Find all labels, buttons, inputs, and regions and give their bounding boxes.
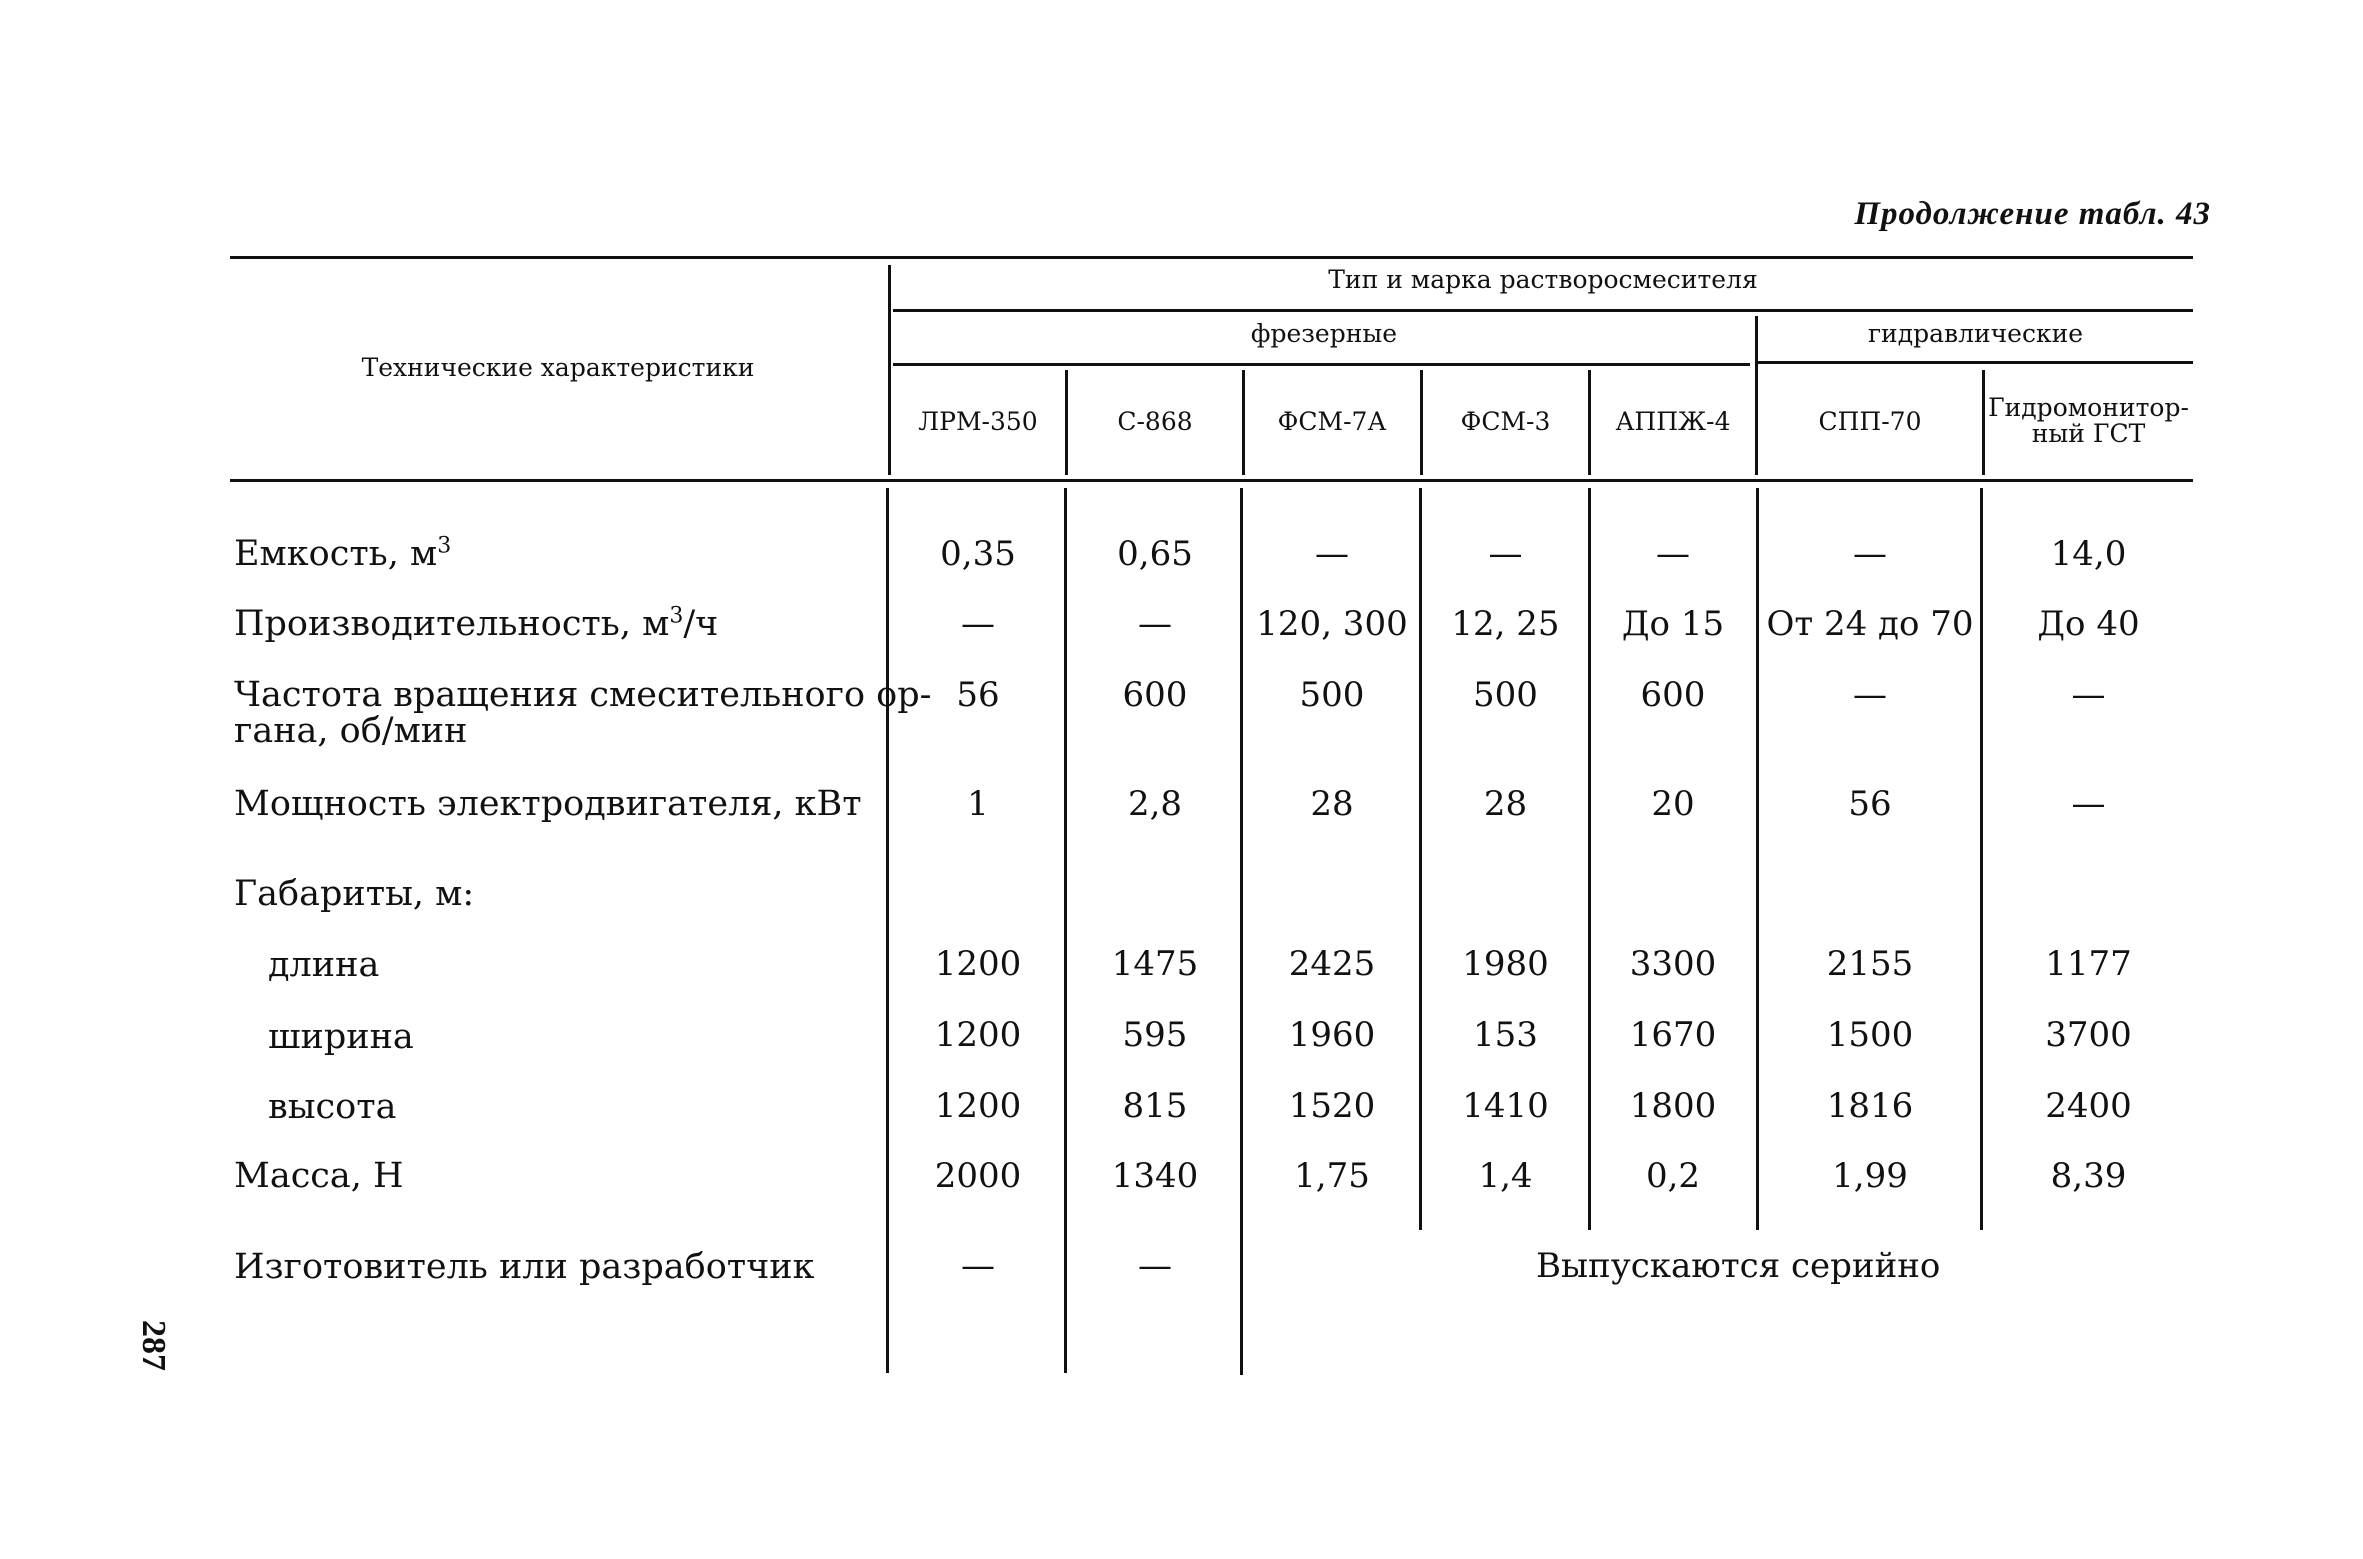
row-label-rotation-line2: гана, об/мин — [234, 711, 468, 751]
table-cell: 1500 — [1826, 1015, 1914, 1055]
table-cell: 1340 — [1111, 1156, 1199, 1196]
row-label-length: длина — [268, 945, 380, 985]
row-label-height: высота — [268, 1087, 397, 1127]
table-cell: 56 — [1848, 784, 1892, 824]
table-cell: 1 — [967, 784, 989, 824]
model-header: ФСМ-3 — [1460, 407, 1551, 436]
table-cell: 3300 — [1629, 944, 1717, 984]
row-label-dimensions: Габариты, м: — [234, 874, 475, 914]
table-cell: 8,39 — [2050, 1156, 2127, 1196]
table-cell: 20 — [1651, 784, 1695, 824]
table-cell: 2,8 — [1127, 784, 1183, 824]
model-header: ФСМ-7А — [1277, 407, 1387, 436]
table-cell: 815 — [1122, 1086, 1188, 1126]
table-cell: 1816 — [1826, 1086, 1914, 1126]
table-cell: — — [1656, 534, 1690, 574]
group-title: Тип и марка растворосмесителя — [1328, 265, 1758, 294]
model-header: СПП-70 — [1818, 407, 1922, 436]
table-cell: — — [1488, 534, 1523, 574]
model-header: С-868 — [1117, 407, 1193, 436]
header-bottom-rule — [230, 479, 2193, 482]
row-label-manufacturer: Изготовитель или разработчик — [234, 1247, 815, 1287]
table-cell: 1410 — [1462, 1086, 1549, 1126]
table-cell: 595 — [1122, 1015, 1188, 1055]
table-cell: 1,99 — [1832, 1156, 1908, 1196]
table-cell: 14,0 — [2050, 534, 2127, 574]
table-cell: 12, 25 — [1451, 604, 1560, 644]
table-cell: 1177 — [2045, 944, 2132, 984]
characteristics-header: Технические характеристики — [361, 353, 755, 382]
table-cell: — — [1315, 534, 1349, 574]
table-cell: — — [1853, 534, 1887, 574]
table-cell: — — [1138, 1246, 1172, 1286]
table-cell: До 40 — [2037, 604, 2140, 644]
table-cell: — — [2071, 784, 2106, 824]
table-cell: 1200 — [934, 1086, 1022, 1126]
table-cell: 28 — [1483, 784, 1528, 824]
table-cell: 0,65 — [1117, 534, 1193, 574]
superscript: 3 — [669, 603, 684, 629]
table-cell: 500 — [1473, 675, 1538, 715]
header-divider-main — [888, 265, 891, 475]
table-cell: 2425 — [1288, 944, 1376, 984]
row-label-rotation-line1: Частота вращения смесительного ор- — [234, 675, 932, 715]
continuation-label: Продолжение табл. 43 — [1854, 196, 2211, 232]
table-cell: 0,35 — [940, 534, 1016, 574]
table-cell: 1980 — [1462, 944, 1549, 984]
group-title-rule — [893, 309, 2193, 312]
table-cell: 2000 — [934, 1156, 1022, 1196]
body-divider-main — [886, 488, 889, 1373]
model-header-line2: ный ГСТ — [2031, 419, 2146, 448]
subgroup-rule-left — [893, 363, 1750, 366]
table-cell: 600 — [1640, 675, 1706, 715]
table-cell: 1,75 — [1294, 1156, 1370, 1196]
table-cell: 500 — [1299, 675, 1365, 715]
table-cell: 2155 — [1826, 944, 1914, 984]
model-header: ЛРМ-350 — [918, 407, 1038, 436]
model-header: АППЖ-4 — [1615, 407, 1731, 436]
table-cell: 1520 — [1288, 1086, 1376, 1126]
table-cell: 1670 — [1629, 1015, 1717, 1055]
table-cell: — — [1853, 675, 1887, 715]
table-cell: 600 — [1122, 675, 1188, 715]
table-cell: 1800 — [1629, 1086, 1717, 1126]
subgroup-milling: фрезерные — [1250, 319, 1398, 348]
table-cell: 1200 — [934, 944, 1022, 984]
table-cell: 1200 — [934, 1015, 1022, 1055]
table-cell: — — [961, 1246, 995, 1286]
table-cell: 2400 — [2045, 1086, 2132, 1126]
merged-cell-serial-production: Выпускаются серийно — [1536, 1246, 1941, 1286]
row-label-productivity: Производительность, $м^3/ч$ — [234, 603, 719, 644]
model-header-line1: Гидромонитор- — [1988, 393, 2189, 422]
table-cell: 56 — [956, 675, 1000, 715]
top-rule — [230, 256, 2193, 259]
row-label-mass: Масса, Н — [234, 1156, 404, 1196]
table-cell: 3700 — [2045, 1015, 2132, 1055]
page-number: 287 — [135, 1320, 172, 1371]
table-cell: — — [2071, 675, 2106, 715]
table-cell: 28 — [1310, 784, 1354, 824]
table-cell: От 24 до 70 — [1766, 604, 1974, 644]
subgroup-hydraulic: гидравлические — [1867, 319, 2084, 348]
row-label-motor-power: Мощность электродвигателя, кВт — [234, 784, 862, 824]
table-cell: — — [1138, 604, 1172, 644]
subgroup-rule-right — [1758, 361, 2193, 364]
table-cell: До 15 — [1621, 604, 1725, 644]
superscript: 3 — [437, 533, 452, 559]
table-cell: 120, 300 — [1256, 604, 1408, 644]
row-label-width: ширина — [268, 1017, 414, 1057]
table-cell: 1475 — [1111, 944, 1199, 984]
table-cell: 153 — [1473, 1015, 1538, 1055]
table-cell: — — [961, 604, 995, 644]
table-cell: 1960 — [1288, 1015, 1376, 1055]
table-cell: 0,2 — [1645, 1156, 1701, 1196]
table-cell: 1,4 — [1478, 1156, 1533, 1196]
row-label-capacity: Емкость, $м^3$ — [234, 533, 452, 574]
